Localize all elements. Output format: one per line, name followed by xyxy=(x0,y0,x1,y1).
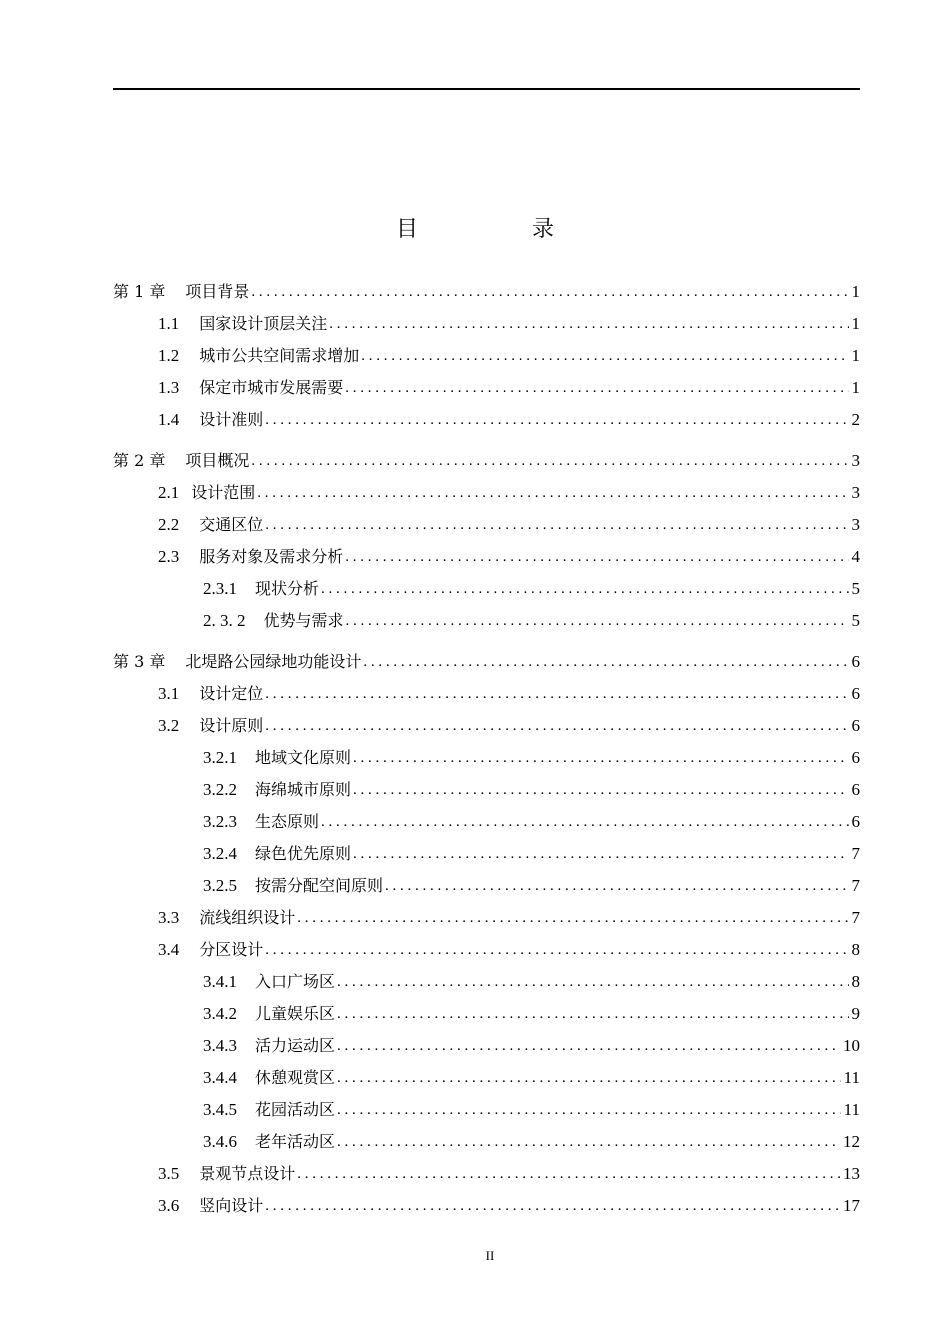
toc-entry-number: 3.2.4 xyxy=(203,844,237,863)
toc-entry-number: 3.2.5 xyxy=(203,876,237,895)
toc-entry-title: 休憩观赏区 xyxy=(255,1068,336,1087)
toc-dot-leader xyxy=(335,1004,848,1024)
toc-entry-title: 设计原则 xyxy=(199,716,264,735)
toc-entry-title: 流线组织设计 xyxy=(199,908,296,927)
toc-entry-number: 3.3 xyxy=(158,908,180,927)
toc-dot-leader xyxy=(263,940,848,960)
toc-entry-page: 5 xyxy=(851,579,860,598)
toc-entry-number: 3.2.1 xyxy=(203,748,237,767)
toc-entry-title: 景观节点设计 xyxy=(199,1164,296,1183)
toc-dot-leader xyxy=(351,844,848,864)
toc-entry[interactable] xyxy=(113,968,860,992)
toc-dot-leader xyxy=(351,748,848,768)
toc-entry[interactable] xyxy=(113,904,860,928)
toc-entry[interactable] xyxy=(113,1160,860,1184)
toc-dot-leader xyxy=(295,1164,840,1184)
toc-entry-title: 项目概况 xyxy=(185,451,250,470)
toc-dot-leader xyxy=(249,282,848,302)
toc-entry[interactable] xyxy=(113,936,860,960)
toc-entry-number: 3.4.6 xyxy=(203,1132,237,1151)
toc-entry-page: 7 xyxy=(851,908,860,927)
page-number: II xyxy=(485,1248,495,1263)
toc-entry-page: 1 xyxy=(851,346,860,365)
toc-entry-page: 4 xyxy=(851,547,860,566)
toc-entry-page: 6 xyxy=(851,684,860,703)
toc-entry-title: 国家设计顶层关注 xyxy=(199,314,328,333)
toc-entry-number: 第 1 章 xyxy=(113,282,166,301)
toc-dot-leader xyxy=(263,410,848,430)
toc-entry-page: 3 xyxy=(851,515,860,534)
toc-entry[interactable] xyxy=(113,1192,860,1216)
toc-dot-leader xyxy=(335,1100,841,1120)
toc-entry[interactable] xyxy=(113,310,860,334)
toc-entry[interactable] xyxy=(113,278,860,302)
toc-entry-title: 服务对象及需求分析 xyxy=(199,547,344,566)
toc-entry-number: 3.4.2 xyxy=(203,1004,237,1023)
toc-entry-number: 3.2.2 xyxy=(203,780,237,799)
toc-entry[interactable] xyxy=(113,808,860,832)
toc-entry-page: 9 xyxy=(851,1004,860,1023)
toc-entry-number: 3.4 xyxy=(158,940,180,959)
toc-entry-title: 活力运动区 xyxy=(255,1036,336,1055)
toc-entry-page: 7 xyxy=(851,876,860,895)
toc-entry-number: 3.1 xyxy=(158,684,180,703)
toc-entry-number: 3.4.3 xyxy=(203,1036,237,1055)
toc-entry-title: 海绵城市原则 xyxy=(255,780,352,799)
toc-entry-title: 保定市城市发展需要 xyxy=(199,378,344,397)
toc-entry-number: 3.4.1 xyxy=(203,972,237,991)
toc-entry[interactable] xyxy=(113,1096,860,1120)
toc-entry-title: 生态原则 xyxy=(255,812,320,831)
toc-entry[interactable] xyxy=(113,607,860,631)
toc-entry[interactable] xyxy=(113,1032,860,1056)
toc-entry-number: 1.4 xyxy=(158,410,180,429)
toc-entry-page: 3 xyxy=(851,483,860,502)
toc-entry[interactable] xyxy=(113,1064,860,1088)
toc-dot-leader xyxy=(351,780,848,800)
toc-dot-leader xyxy=(263,684,848,704)
toc-entry-number: 2.1 xyxy=(158,483,180,502)
toc-dot-leader xyxy=(249,451,848,471)
toc-entry-page: 3 xyxy=(851,451,860,470)
toc-entry[interactable] xyxy=(113,447,860,471)
toc-entry[interactable] xyxy=(113,1000,860,1024)
toc-entry[interactable] xyxy=(113,776,860,800)
toc-entry-title: 设计准则 xyxy=(199,410,264,429)
toc-entry-title: 北堤路公园绿地功能设计 xyxy=(185,652,362,671)
toc-entry-page: 8 xyxy=(851,972,860,991)
toc-entry-number: 3.5 xyxy=(158,1164,180,1183)
toc-dot-leader xyxy=(319,812,848,832)
toc-dot-leader xyxy=(319,579,848,599)
toc-dot-leader xyxy=(344,611,849,631)
toc-entry-page: 13 xyxy=(843,1164,860,1183)
toc-entry[interactable] xyxy=(113,1128,860,1152)
toc-entry-title: 竖向设计 xyxy=(199,1196,264,1215)
toc-entry-number: 3.6 xyxy=(158,1196,180,1215)
toc-dot-leader xyxy=(361,652,848,672)
toc-entry[interactable] xyxy=(113,342,860,366)
toc-entry-page: 11 xyxy=(843,1068,860,1087)
toc-entry[interactable] xyxy=(113,872,860,896)
toc-entry-page: 6 xyxy=(851,780,860,799)
toc-entry-number: 3.2 xyxy=(158,716,180,735)
toc-title: 目 录 xyxy=(395,217,600,242)
toc-entry[interactable] xyxy=(113,712,860,736)
toc-entry-number: 1.1 xyxy=(158,314,180,333)
toc-dot-leader xyxy=(255,483,848,503)
toc-entry-number: 3.2.3 xyxy=(203,812,237,831)
toc-entry-title: 儿童娱乐区 xyxy=(255,1004,336,1023)
toc-entry-number: 2.3.1 xyxy=(203,579,237,598)
toc-dot-leader xyxy=(343,378,848,398)
toc-dot-leader xyxy=(263,1196,840,1216)
toc-entry-number: 第 3 章 xyxy=(113,652,166,671)
toc-entry-title: 地域文化原则 xyxy=(255,748,352,767)
toc-entry-number: 3.4.5 xyxy=(203,1100,237,1119)
toc-entry-page: 5 xyxy=(851,611,860,630)
toc-entry-page: 1 xyxy=(851,282,860,301)
toc-entry-number: 2. 3. 2 xyxy=(203,611,246,630)
header-rule xyxy=(113,88,860,90)
toc-entry[interactable] xyxy=(113,543,860,567)
toc-entry-title: 入口广场区 xyxy=(255,972,336,991)
toc-entry[interactable] xyxy=(113,840,860,864)
toc-dot-leader xyxy=(335,1036,840,1056)
toc-dot-leader xyxy=(359,346,848,366)
toc-dot-leader xyxy=(335,1068,841,1088)
toc-entry[interactable] xyxy=(113,406,860,430)
toc-entry-title: 项目背景 xyxy=(185,282,250,301)
toc-entry-page: 6 xyxy=(851,716,860,735)
toc-dot-leader xyxy=(335,1132,840,1152)
toc-entry[interactable] xyxy=(113,575,860,599)
toc-entry-page: 17 xyxy=(843,1196,860,1215)
toc-entry-page: 7 xyxy=(851,844,860,863)
toc-entry-page: 6 xyxy=(851,748,860,767)
toc-entry-page: 6 xyxy=(851,652,860,671)
toc-entry-number: 3.4.4 xyxy=(203,1068,237,1087)
toc-entry-page: 1 xyxy=(851,314,860,333)
toc-entry[interactable] xyxy=(113,374,860,398)
toc-entry-page: 1 xyxy=(851,378,860,397)
toc-entry-number: 2.3 xyxy=(158,547,180,566)
toc-entry-title: 交通区位 xyxy=(199,515,264,534)
toc-entry-title: 城市公共空间需求增加 xyxy=(199,346,360,365)
toc-dot-leader xyxy=(263,716,848,736)
toc-entry-page: 12 xyxy=(843,1132,860,1151)
toc-entry-page: 2 xyxy=(851,410,860,429)
toc-entry-number: 1.2 xyxy=(158,346,180,365)
toc-entry-title: 优势与需求 xyxy=(263,611,344,630)
toc-entry-title: 设计范围 xyxy=(191,483,256,502)
toc-dot-leader xyxy=(343,547,848,567)
toc-entry-page: 6 xyxy=(851,812,860,831)
toc-entry-number: 1.3 xyxy=(158,378,180,397)
toc-entry-page: 11 xyxy=(843,1100,860,1119)
toc-entry-title: 绿色优先原则 xyxy=(255,844,352,863)
toc-entry[interactable] xyxy=(113,648,860,672)
toc-entry[interactable] xyxy=(113,744,860,768)
toc-entry-title: 按需分配空间原则 xyxy=(255,876,384,895)
toc-entry-page: 10 xyxy=(843,1036,860,1055)
toc-entry-title: 现状分析 xyxy=(255,579,320,598)
toc-entry-page: 8 xyxy=(851,940,860,959)
toc-entry[interactable] xyxy=(113,511,860,535)
toc-entry[interactable] xyxy=(113,680,860,704)
toc-entry[interactable] xyxy=(113,479,860,503)
toc-dot-leader xyxy=(383,876,848,896)
toc-entry-title: 分区设计 xyxy=(199,940,264,959)
toc-dot-leader xyxy=(263,515,848,535)
toc-entry-number: 第 2 章 xyxy=(113,451,166,470)
toc-entry-title: 设计定位 xyxy=(199,684,264,703)
toc-dot-leader xyxy=(295,908,848,928)
toc-entry-title: 花园活动区 xyxy=(255,1100,336,1119)
toc-dot-leader xyxy=(335,972,848,992)
toc-dot-leader xyxy=(327,314,848,334)
toc-entry-number: 2.2 xyxy=(158,515,180,534)
toc-entry-title: 老年活动区 xyxy=(255,1132,336,1151)
